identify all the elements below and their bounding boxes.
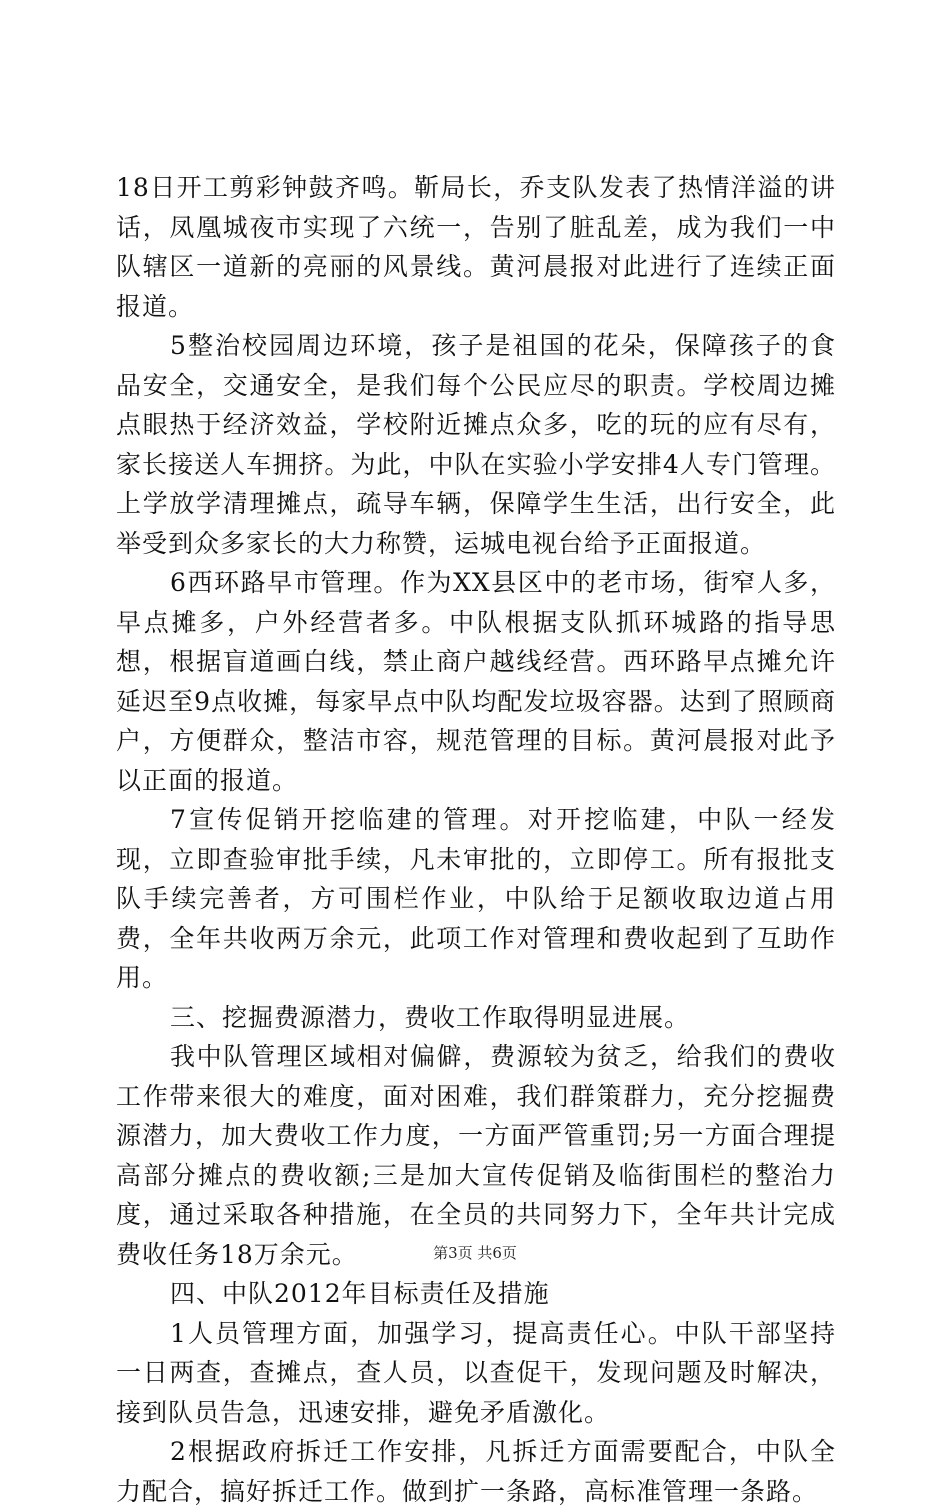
- paragraph-1: 18日开工剪彩钟鼓齐鸣。靳局长，乔支队发表了热情洋溢的讲话，凤凰城夜市实现了六统一，告别了脏乱差，成为我们一中队辖区一道新的亮丽的风景线。黄河晨报对此进行了连续正面报道。: [116, 173, 836, 321]
- paragraph-4: 7宣传促销开挖临建的管理。对开挖临建，中队一经发现，立即查验审批手续，凡未审批的，立即停工。所有报批支队手续完善者，方可围栏作业，中队给于足额收取边道占用费，全年共收两万余元，此项工作对管理和费收起到了互助作用。: [116, 805, 836, 992]
- document-body: [116, 168, 836, 1511]
- paragraph-5: 我中队管理区域相对偏僻，费源较为贫乏，给我们的费收工作带来很大的难度，面对困难，我们群策群力，充分挖掘费源潜力，加大费收工作力度，一方面严管重罚;另一方面合理提高部分摊点的费收额;三是加大宣传促销及临街围栏的整治力度，通过采取各种措施，在全员的共同努力下，全年共计完成费收任务18万余元。: [116, 1042, 836, 1269]
- paragraph-7: 2根据政府拆迁工作安排，凡拆迁方面需要配合，中队全力配合，搞好拆迁工作。做到扩一条路，高标准管理一条路。: [116, 1437, 836, 1506]
- section-heading-3: 三、挖掘费源潜力，费收工作取得明显进展。: [170, 1002, 691, 1032]
- page-number-footer: 第3页 共6页: [433, 1244, 517, 1262]
- paragraph-6: 1人员管理方面，加强学习，提高责任心。中队干部坚持一日两查，查摊点，查人员，以查促干，发现问题及时解决，接到队员告急，迅速安排，避免矛盾激化。: [116, 1318, 836, 1427]
- section-heading-4: 四、中队2012年目标责任及措施: [170, 1279, 550, 1308]
- paragraph-3: 6西环路早市管理。作为XX县区中的老市场，街窄人多，早点摊多，户外经营者多。中队根据支队抓环城路的指导思想，根据盲道画白线，禁止商户越线经营。西环路早点摊允许延迟至9点收摊，每家早点中队均配发垃圾容器。达到了照顾商户，方便群众，整洁市容，规范管理的目标。黄河晨报对此予以正面的报道。: [116, 568, 836, 795]
- paragraph-2: 5整治校园周边环境，孩子是祖国的花朵，保障孩子的食品安全，交通安全，是我们每个公民应尽的职责。学校周边摊点眼热于经济效益，学校附近摊点众多，吃的玩的应有尽有，家长接送人车拥挤。为此，中队在实验小学安排4人专门管理。上学放学清理摊点，疏导车辆，保障学生生活，出行安全，此举受到众多家长的大力称赞，运城电视台给予正面报道。: [116, 331, 836, 558]
